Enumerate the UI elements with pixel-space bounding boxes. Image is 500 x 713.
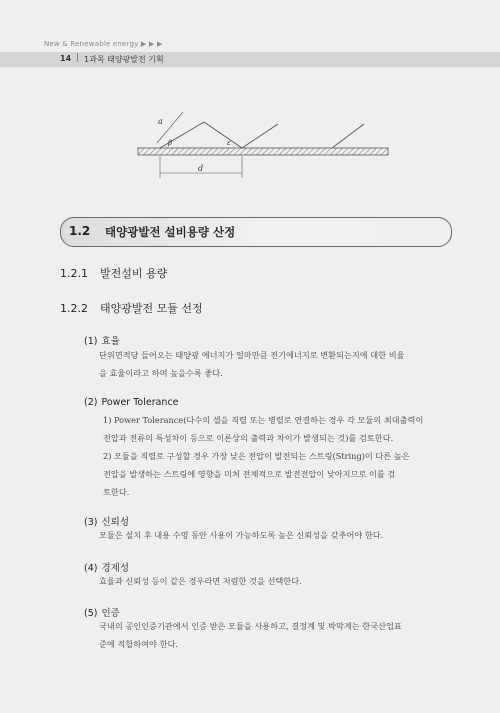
section-heading: [60, 217, 452, 247]
text-line: 준에 적합하여야 한다.: [99, 639, 178, 649]
text-line: 모듈은 설치 후 내용 수명 동안 사용이 가능하도록 높은 신뢰성을 갖추어야 한다.: [99, 530, 384, 540]
running-header: [0, 52, 500, 67]
text-line: 을 효율이라고 하며 높을수록 좋다.: [99, 368, 223, 378]
shadow-ray-1: [204, 122, 242, 148]
label-epsilon: ε: [227, 139, 231, 147]
item-paragraph: [99, 346, 469, 382]
item-heading: [84, 333, 120, 347]
text-line: 효율과 신뢰성 등이 같은 경우라면 저렴한 것을 선택한다.: [99, 576, 302, 586]
subsection-title: 태양광발전 모듈 선정: [100, 302, 203, 315]
text-line: 2) 모듈을 직렬로 구성할 경우 가장 낮은 전압이 발전되는 스트링(String)이 다른 높은: [103, 451, 410, 461]
header-separator: |: [76, 53, 80, 63]
text-line: 단위면적당 들어오는 태양광 에너지가 얼마만큼 전기에너지로 변환되는지에 대한 비율: [99, 350, 405, 360]
text-line: 토한다.: [103, 487, 130, 497]
sub-item: [103, 411, 483, 447]
text-line: 1) Power Tolerance(다수의 셀을 직렬 또는 병렬로 연결하는 경우 각 모듈의 최대출력이: [103, 415, 424, 425]
chapter-title: 1과목 태양광발전 기획: [84, 55, 164, 64]
item-number: (4): [84, 563, 98, 574]
text-line: 국내의 공인인증기관에서 인증 받은 모듈을 사용하고, 결정계 및 박막계는 한국산업표: [99, 621, 402, 631]
text-line: 전압과 전류의 특성차이 등으로 이론상의 출력과 차이가 발생되는 것)를 검토한다.: [103, 433, 394, 443]
subsection-heading: [60, 265, 167, 281]
item-number: (1): [84, 336, 98, 347]
subsection-number: 1.2.1: [60, 267, 88, 280]
text-line: 전압을 발생하는 스트링에 영향을 미쳐 전체적으로 발전전압이 낮아지므로 이를 검: [103, 469, 396, 479]
label-d: d: [198, 164, 204, 173]
item-paragraph: [99, 572, 469, 590]
item-heading: [84, 397, 179, 408]
module-row-2: [242, 124, 278, 148]
subsection-heading: [60, 300, 203, 316]
series-label: New & Renewable energy ▶ ▶ ▶: [44, 40, 163, 48]
label-beta: β: [168, 139, 173, 147]
item-title: 인증: [101, 608, 120, 619]
section-title: 태양광발전 설비용량 산정: [105, 225, 236, 239]
subsection-title: 발전설비 용량: [100, 267, 168, 280]
page-number: 14: [60, 54, 72, 63]
module-row-3: [332, 124, 364, 148]
subsection-number: 1.2.2: [60, 302, 88, 315]
item-title: 경제성: [101, 563, 129, 574]
ground-plate: [138, 148, 388, 155]
item-number: (2): [84, 397, 98, 408]
module-spacing-diagram: [130, 100, 390, 190]
item-number: (3): [84, 517, 98, 528]
item-title: Power Tolerance: [101, 397, 179, 408]
section-number: 1.2: [69, 224, 91, 238]
item-number: (5): [84, 608, 98, 619]
item-title: 신뢰성: [101, 517, 129, 528]
label-a: a: [158, 117, 163, 126]
module-row-1: [160, 122, 204, 148]
sub-item: [103, 447, 483, 501]
item-paragraph: [99, 526, 469, 544]
item-paragraph: [99, 617, 469, 653]
item-title: 효율: [101, 336, 120, 347]
